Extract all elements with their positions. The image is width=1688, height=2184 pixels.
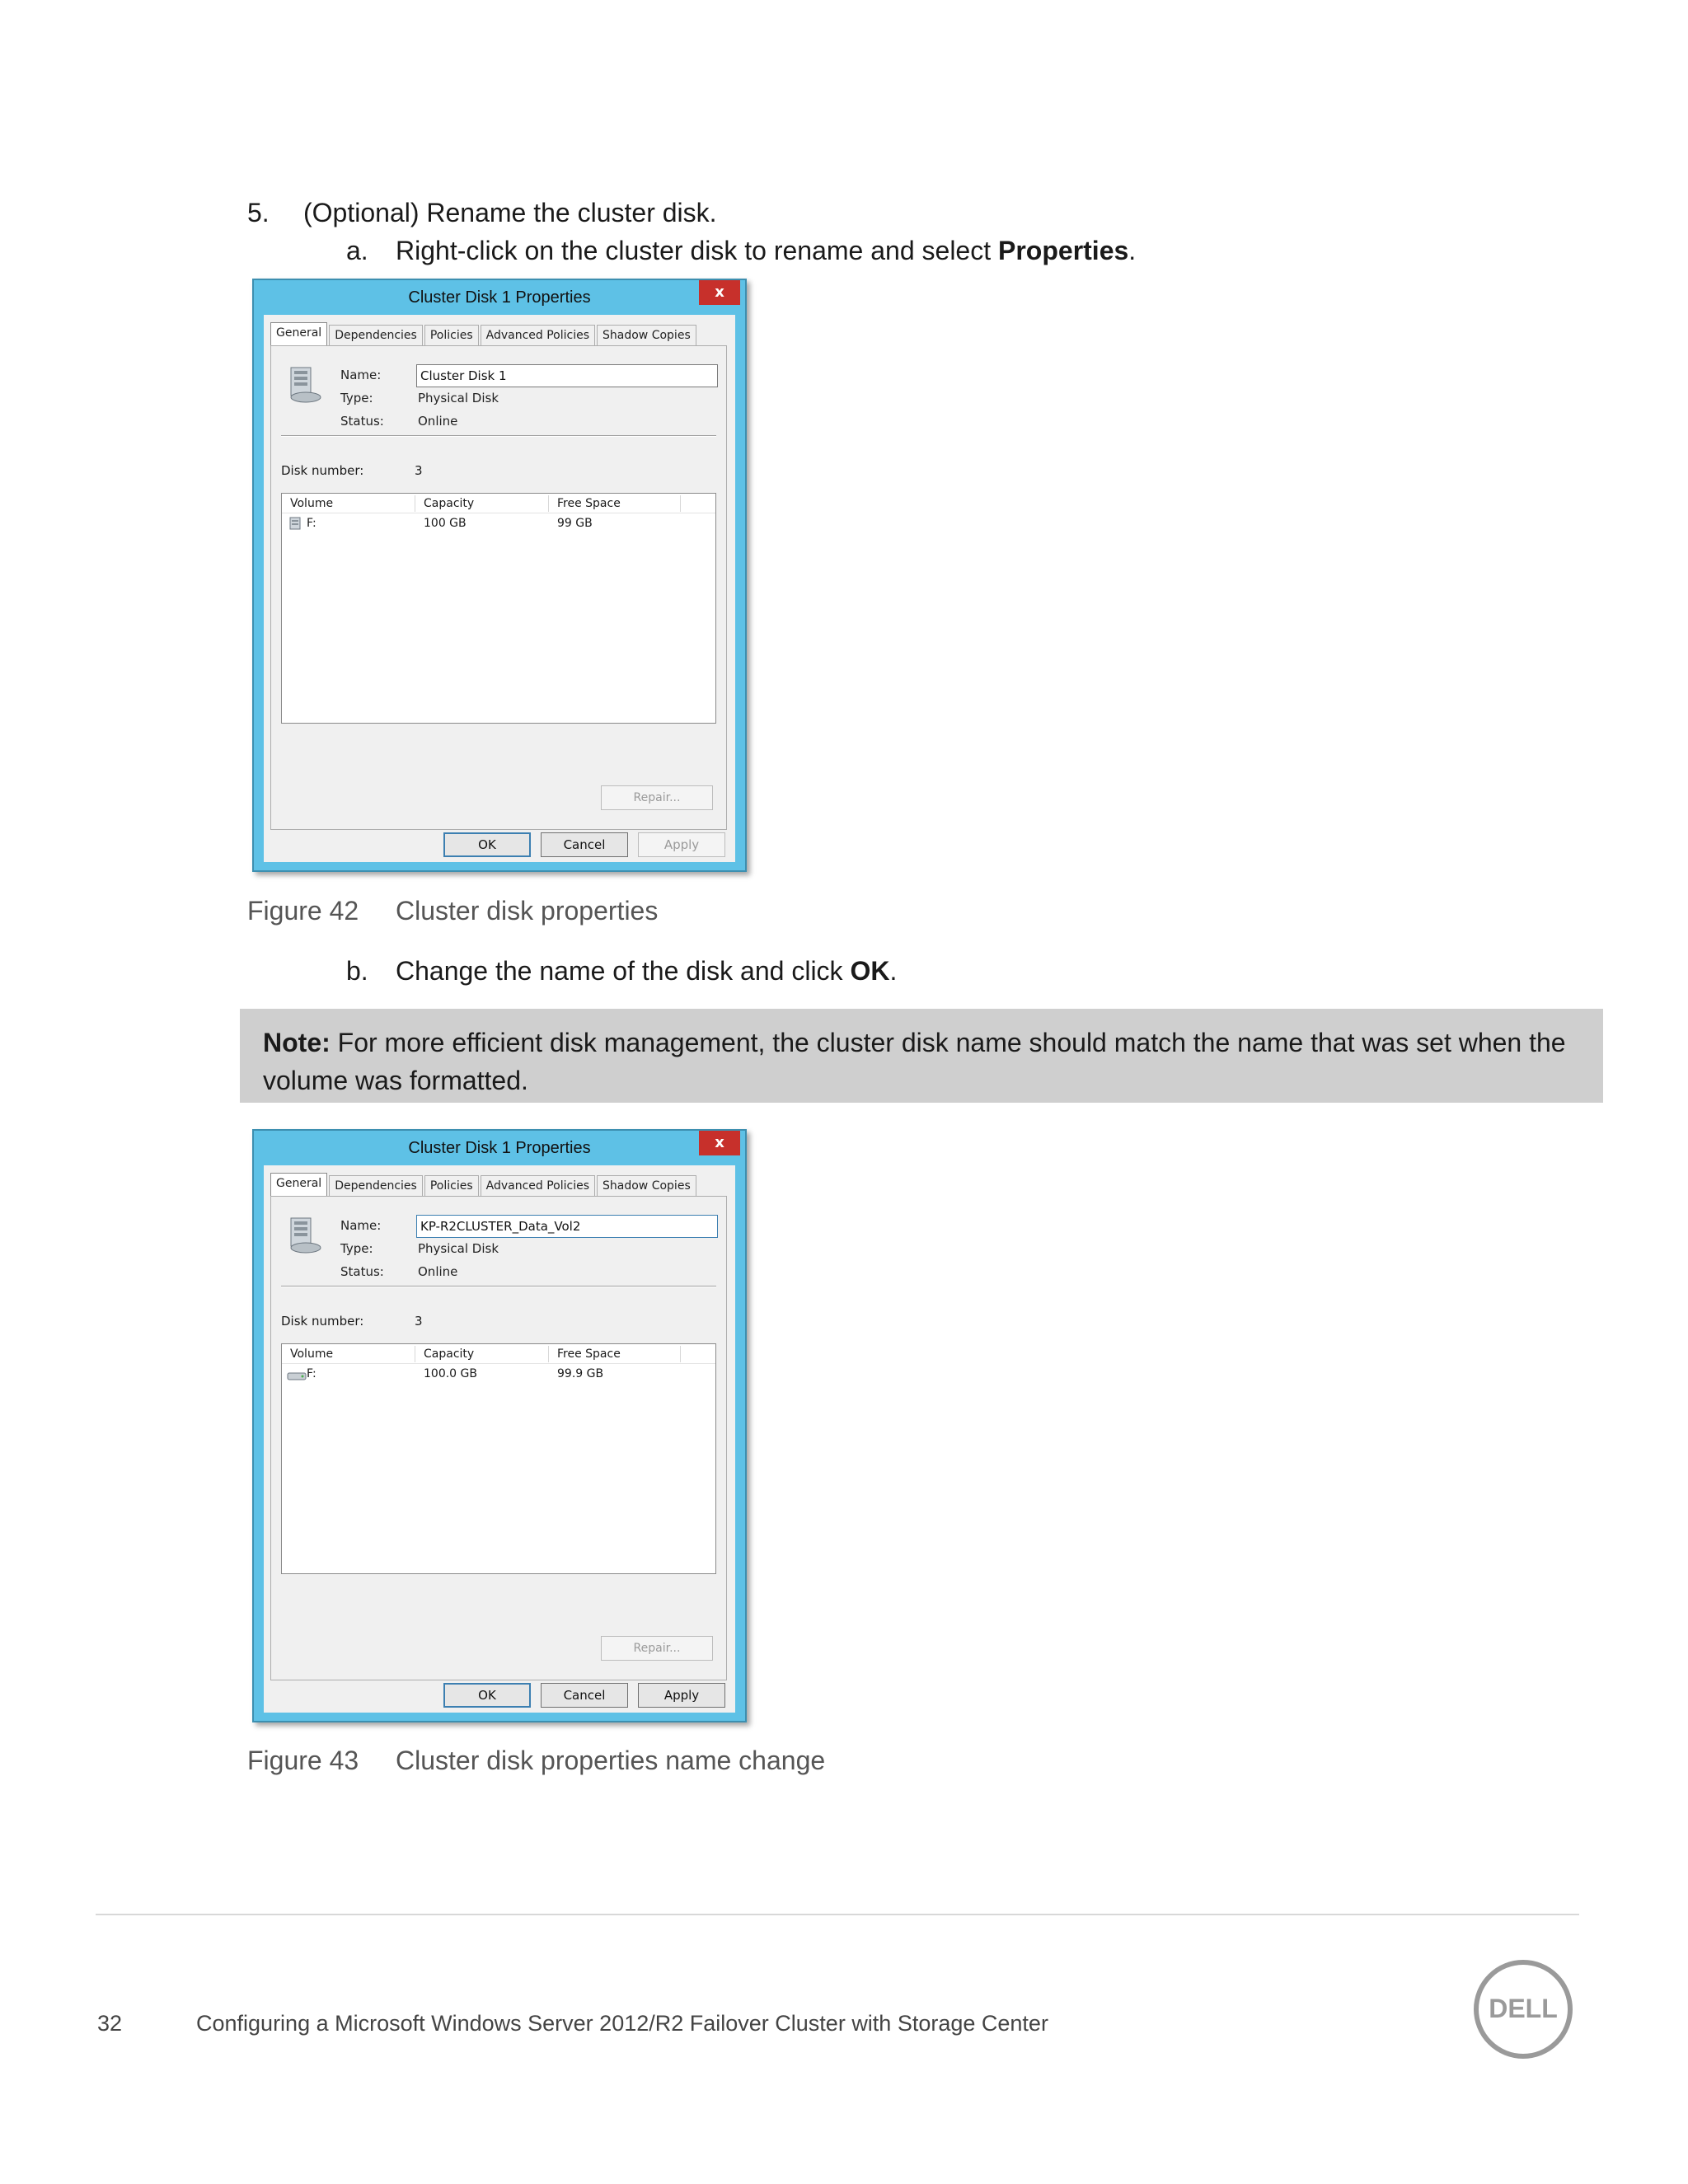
- dialog-title: Cluster Disk 1 Properties: [408, 288, 591, 307]
- tab-policies[interactable]: Policies: [424, 325, 479, 346]
- server-disk-icon: [286, 366, 322, 404]
- type-label: Type:: [340, 1241, 373, 1256]
- repair-button[interactable]: Repair...: [601, 785, 713, 810]
- figure-42-caption: [247, 896, 659, 926]
- free-space-cell: 99 GB: [557, 517, 593, 530]
- tab-strip: [270, 1174, 698, 1197]
- ok-button[interactable]: OK: [443, 1683, 531, 1708]
- substep-b-text: Change the name of the disk and click OK.: [396, 956, 898, 986]
- note-box: Note: For more efficient disk management, the cluster disk name should match the name that was set when the volume was formatted.: [240, 1009, 1603, 1103]
- dell-logo-icon: [1472, 1958, 1574, 2060]
- apply-button[interactable]: Apply: [638, 832, 725, 857]
- capacity-cell: 100 GB: [424, 517, 467, 530]
- figure-label: Figure 43: [247, 1746, 359, 1775]
- drive-icon: [287, 1369, 307, 1382]
- free-space-cell: 99.9 GB: [557, 1367, 604, 1380]
- cancel-button[interactable]: Cancel: [541, 1683, 628, 1708]
- tab-advanced-policies[interactable]: Advanced Policies: [481, 325, 595, 346]
- footer-divider: [96, 1914, 1579, 1915]
- column-free-space[interactable]: Free Space: [549, 1346, 681, 1362]
- close-button[interactable]: x: [699, 1131, 740, 1155]
- disk-number-value: 3: [415, 463, 423, 478]
- capacity-cell: 100.0 GB: [424, 1367, 477, 1380]
- status-value: Online: [418, 1264, 458, 1279]
- properties-dialog-2: [252, 1129, 747, 1722]
- type-value: Physical Disk: [418, 1241, 499, 1256]
- name-label: Name:: [340, 368, 382, 382]
- figure-43-caption: [247, 1746, 826, 1776]
- tab-shadow-copies[interactable]: Shadow Copies: [597, 325, 696, 346]
- substep-b-letter: b.: [346, 956, 368, 986]
- type-label: Type:: [340, 391, 373, 405]
- dialog-body: [264, 315, 735, 862]
- step-number: 5.: [247, 198, 270, 227]
- column-capacity[interactable]: Capacity: [415, 1346, 549, 1362]
- name-input[interactable]: [416, 364, 718, 387]
- properties-dialog-1: [252, 279, 747, 872]
- step-text: (Optional) Rename the cluster disk.: [303, 198, 717, 227]
- status-label: Status:: [340, 1264, 384, 1279]
- separator: [281, 435, 716, 437]
- table-row[interactable]: [282, 515, 715, 533]
- general-panel: [270, 345, 727, 830]
- column-volume[interactable]: Volume: [282, 495, 415, 512]
- status-label: Status:: [340, 414, 384, 429]
- figure-title: Cluster disk properties name change: [396, 1746, 826, 1775]
- tab-general[interactable]: General: [270, 322, 327, 347]
- substep-a-text: Right-click on the cluster disk to rename and select Properties.: [396, 236, 1137, 265]
- name-label: Name:: [340, 1218, 382, 1233]
- volume-cell: F:: [307, 517, 316, 530]
- figure-title: Cluster disk properties: [396, 896, 659, 926]
- repair-button[interactable]: Repair...: [601, 1636, 713, 1661]
- figure-label: Figure 42: [247, 896, 359, 926]
- tab-dependencies[interactable]: Dependencies: [329, 325, 423, 346]
- tab-strip: [270, 323, 698, 346]
- dialog-body: [264, 1165, 735, 1713]
- apply-button[interactable]: Apply: [638, 1683, 725, 1708]
- dell-logo-text: DELL: [1489, 1994, 1558, 2023]
- tab-policies[interactable]: Policies: [424, 1175, 479, 1197]
- type-value: Physical Disk: [418, 391, 499, 405]
- separator: [281, 1286, 716, 1287]
- disk-number-value: 3: [415, 1314, 423, 1329]
- tab-shadow-copies[interactable]: Shadow Copies: [597, 1175, 696, 1197]
- volume-icon: [288, 517, 305, 532]
- ok-button[interactable]: OK: [443, 832, 531, 857]
- tab-advanced-policies[interactable]: Advanced Policies: [481, 1175, 595, 1197]
- substep-a-letter: a.: [346, 236, 368, 265]
- column-free-space[interactable]: Free Space: [549, 495, 681, 512]
- volume-cell: F:: [307, 1367, 316, 1380]
- page-number: 32: [97, 2011, 123, 2036]
- name-input[interactable]: [416, 1215, 718, 1238]
- disk-number-label: Disk number:: [281, 1314, 364, 1329]
- general-panel: [270, 1196, 727, 1680]
- column-capacity[interactable]: Capacity: [415, 495, 549, 512]
- volume-list[interactable]: [281, 493, 716, 724]
- table-row[interactable]: [282, 1366, 715, 1384]
- status-value: Online: [418, 414, 458, 429]
- server-disk-icon: [286, 1216, 322, 1254]
- tab-general[interactable]: General: [270, 1173, 327, 1197]
- dialog-title: Cluster Disk 1 Properties: [408, 1139, 591, 1157]
- column-volume[interactable]: Volume: [282, 1346, 415, 1362]
- volume-list-header: [282, 1344, 715, 1364]
- cancel-button[interactable]: Cancel: [541, 832, 628, 857]
- volume-list-header: [282, 494, 715, 513]
- close-button[interactable]: x: [699, 280, 740, 305]
- volume-list[interactable]: [281, 1343, 716, 1574]
- disk-number-label: Disk number:: [281, 463, 364, 478]
- tab-dependencies[interactable]: Dependencies: [329, 1175, 423, 1197]
- footer-title: Configuring a Microsoft Windows Server 2012/R2 Failover Cluster with Storage Center: [196, 2011, 1048, 2036]
